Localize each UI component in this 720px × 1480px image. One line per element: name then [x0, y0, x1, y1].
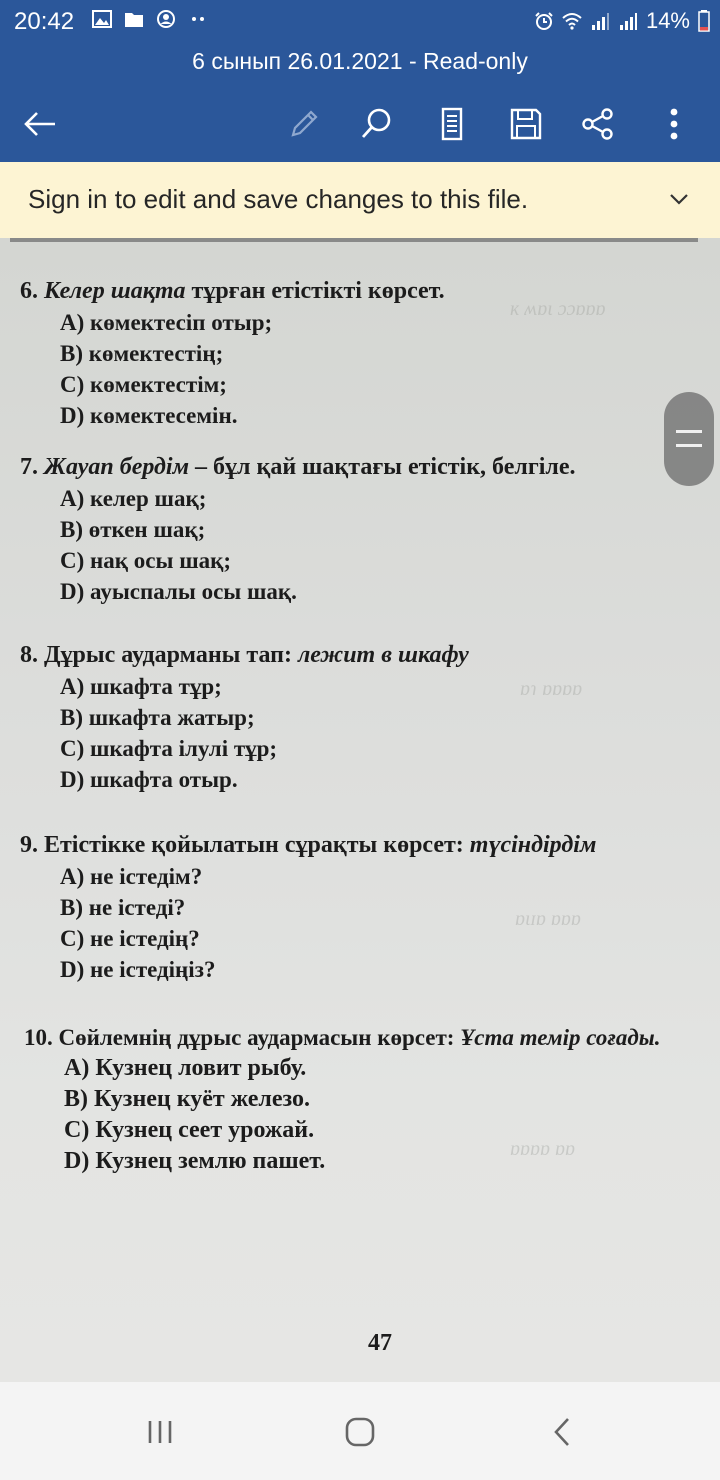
- option-a: A) көмектесіп отыр;: [60, 310, 273, 335]
- save-button[interactable]: [502, 100, 550, 148]
- status-time: 20:42: [14, 8, 75, 35]
- sign-in-banner[interactable]: [0, 162, 720, 238]
- question-number: 8.: [20, 642, 38, 668]
- option-c: C) нақ осы шақ;: [60, 548, 232, 573]
- notification-icons: [92, 9, 208, 29]
- option-b: B) көмектестің;: [60, 341, 224, 366]
- more-notifications-icon: [188, 9, 208, 29]
- status-bar: [0, 0, 720, 44]
- more-vertical-icon: [669, 107, 679, 141]
- option-d: D) ауыспалы осы шақ.: [60, 579, 297, 604]
- more-options-button[interactable]: [650, 100, 698, 148]
- account-icon: [156, 9, 176, 29]
- question-text: [24, 1022, 660, 1053]
- option-b: B) Кузнец куёт железо.: [64, 1086, 311, 1112]
- banner-message: Sign in to edit and save changes to this file.: [28, 184, 529, 214]
- option-c: C) көмектестім;: [60, 372, 227, 397]
- option-a: A) не істедім?: [60, 864, 203, 889]
- option-b: B) шкафта жатыр;: [60, 705, 255, 730]
- home-button[interactable]: [330, 1404, 390, 1460]
- document-page[interactable]: [0, 238, 720, 1382]
- question-9: [20, 830, 596, 985]
- question-10: [24, 1022, 660, 1177]
- option-a: A) шкафта тұр;: [60, 674, 222, 699]
- option-b: B) өткен шақ;: [60, 517, 206, 542]
- battery-icon: [698, 10, 710, 32]
- question-body: тұрған етістікті көрсет.: [185, 278, 445, 304]
- recent-apps-button[interactable]: [130, 1404, 190, 1460]
- bleed-through-text: ɒɒɒɒ ɒɒ: [510, 1138, 575, 1160]
- folder-icon: [124, 9, 144, 29]
- bleed-through-text: ɒɩɪɒ ɒɒɒ: [515, 908, 581, 930]
- scroll-grip-line: [676, 430, 702, 433]
- home-icon: [344, 1416, 376, 1448]
- bleed-through-text: ĸ ʍɒɩ ɔɔɒɒɒ: [510, 298, 606, 320]
- nav-back-button[interactable]: [532, 1404, 592, 1460]
- search-icon: [359, 107, 393, 141]
- chevron-down-icon[interactable]: [668, 188, 690, 210]
- system-icons: [534, 8, 710, 34]
- signal-icon: [590, 11, 610, 31]
- question-number: 10.: [24, 1025, 53, 1050]
- bleed-through-text: ɒɿ ɒɒɒɒ: [520, 678, 583, 700]
- question-body: Дұрыс аударманы тап:: [44, 642, 298, 668]
- option-d: D) көмектесемін.: [60, 403, 238, 428]
- alarm-icon: [534, 11, 554, 31]
- question-8: [20, 640, 469, 795]
- back-arrow-icon: [23, 110, 57, 138]
- page-edge-line: [10, 238, 698, 242]
- option-a: A) Кузнец ловит рыбу.: [64, 1055, 307, 1081]
- option-d: D) шкафта отыр.: [60, 767, 238, 792]
- option-c: C) шкафта ілулі тұр;: [60, 736, 278, 761]
- question-italic: лежит в шкафу: [297, 642, 469, 668]
- question-body: Сөйлемнің дұрыс аудармасын көрсет:: [58, 1025, 461, 1050]
- question-number: 6.: [20, 278, 38, 304]
- scroll-thumb[interactable]: [664, 392, 714, 486]
- reading-view-button[interactable]: [428, 100, 476, 148]
- option-d: D) не істедіңіз?: [60, 957, 216, 982]
- share-icon: [581, 107, 615, 141]
- question-7: [20, 452, 576, 607]
- question-number: 7.: [20, 454, 38, 480]
- question-italic: түсіндірдім: [469, 832, 597, 858]
- option-a: A) келер шақ;: [60, 486, 207, 511]
- nav-back-icon: [551, 1416, 573, 1448]
- question-body: Етістікке қойылатын сұрақты көрсет:: [44, 832, 470, 858]
- signal-2-icon: [618, 11, 638, 31]
- back-button[interactable]: [16, 100, 64, 148]
- question-number: 9.: [20, 832, 38, 858]
- question-italic: Ұста темір соғады.: [460, 1025, 661, 1050]
- question-italic: Жауап бердім: [44, 454, 190, 480]
- edit-button[interactable]: [280, 100, 328, 148]
- scroll-grip-line: [676, 444, 702, 447]
- question-text: [20, 830, 596, 861]
- option-d: D) Кузнец землю пашет.: [64, 1148, 326, 1174]
- app-toolbar: [0, 44, 720, 162]
- search-button[interactable]: [352, 100, 400, 148]
- question-text: [20, 452, 576, 483]
- system-nav-bar: [0, 1382, 720, 1480]
- document-title: 6 сынып 26.01.2021 - Read-only: [192, 48, 528, 74]
- pencil-icon: [287, 107, 321, 141]
- wifi-icon: [562, 11, 582, 31]
- recent-apps-icon: [145, 1418, 175, 1446]
- question-text: [20, 276, 445, 307]
- option-c: C) не істедің?: [60, 926, 200, 951]
- question-text: [20, 640, 469, 671]
- option-c: C) Кузнец сеет урожай.: [64, 1117, 315, 1143]
- question-italic: Келер шақта: [44, 278, 186, 304]
- battery-percent: 14%: [645, 8, 690, 33]
- page-number: 47: [368, 1330, 392, 1356]
- question-6: [20, 276, 445, 431]
- reading-view-icon: [438, 107, 466, 141]
- share-button[interactable]: [574, 100, 622, 148]
- save-icon: [509, 107, 543, 141]
- gallery-icon: [92, 9, 112, 29]
- option-b: B) не істеді?: [60, 895, 186, 920]
- question-body: – бұл қай шақтағы етістік, белгіле.: [189, 454, 576, 480]
